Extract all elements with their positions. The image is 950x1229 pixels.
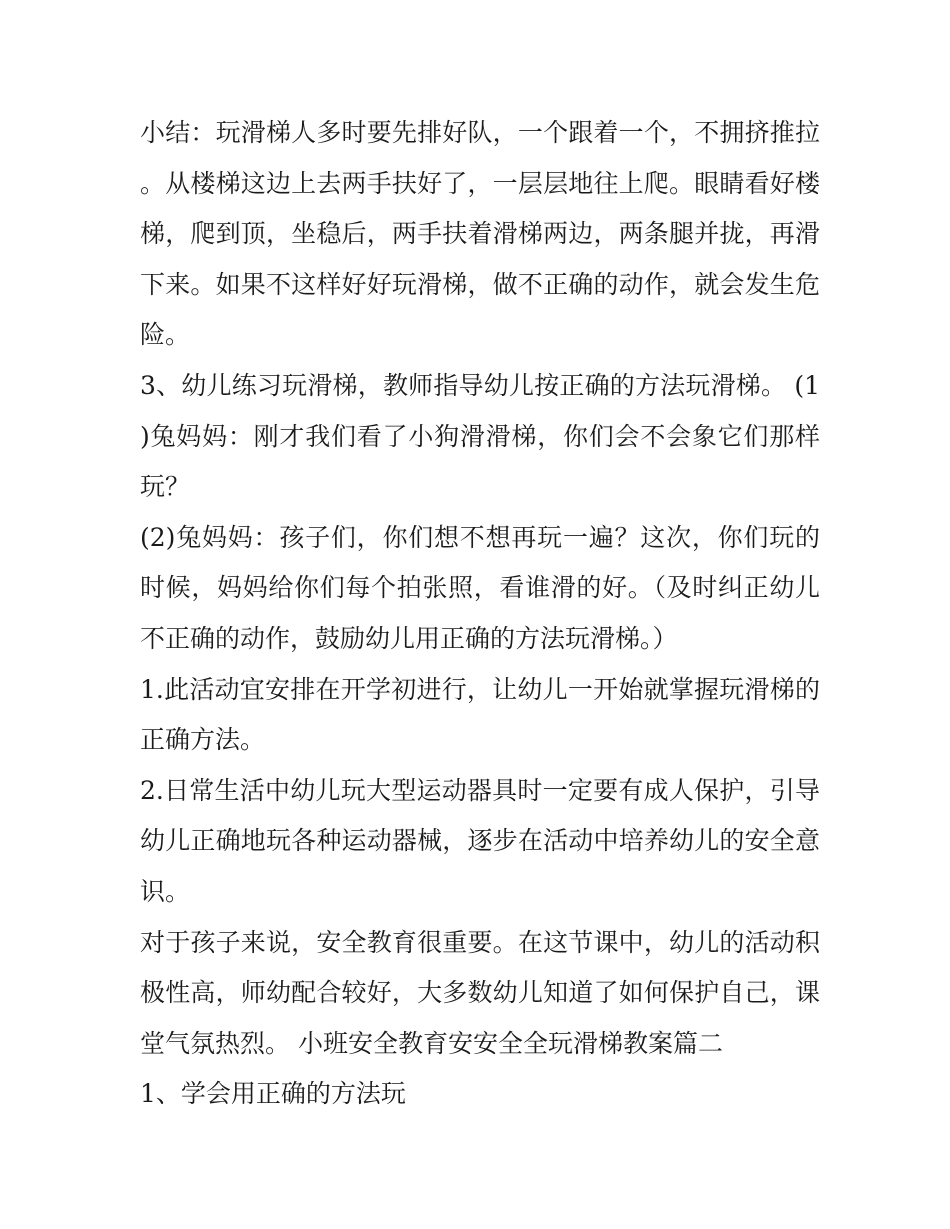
paragraph-reflection: 对于孩子来说，安全教育很重要。在这节课中，幼儿的活动积极性高，师幼配合较好，大多数幼儿知道了如何保护自己，课堂气氛热烈。 小班安全教育安安全全玩滑梯教案篇二 [140,927,820,1058]
paragraph-goal-1: 1、学会用正确的方法玩 [140,1079,406,1109]
paragraph-note-1: 1.此活动宜安排在开学初进行，让幼儿一开始就掌握玩滑梯的正确方法。 [140,674,820,755]
paragraph-step-3-2: (2)兔妈妈：孩子们，你们想不想再玩一遍？这次，你们玩的时候，妈妈给你们每个拍张照，看谁滑的好。（及时纠正幼儿不正确的动作，鼓励幼儿用正确的方法玩滑梯。） [140,522,820,653]
paragraph-summary: 小结：玩滑梯人多时要先排好队，一个跟着一个，不拥挤推拉。从楼梯这边上去两手扶好了，一层层地往上爬。眼睛看好楼梯，爬到顶，坐稳后，两手扶着滑梯两边，两条腿并拢，再滑下来。如果不这样好好玩滑梯，做不正确的动作，就会发生危险。 [140,118,820,350]
paragraph-step-3: 3、幼儿练习玩滑梯，教师指导幼儿按正确的方法玩滑梯。 (1)兔妈妈：刚才我们看了小狗滑滑梯，你们会不会象它们那样玩？ [140,370,820,502]
document-body [140,108,820,1120]
paragraph-note-2: 2.日常生活中幼儿玩大型运动器具时一定要有成人保护，引导幼儿正确地玩各种运动器械，逐步在活动中培养幼儿的安全意识。 [140,775,820,906]
